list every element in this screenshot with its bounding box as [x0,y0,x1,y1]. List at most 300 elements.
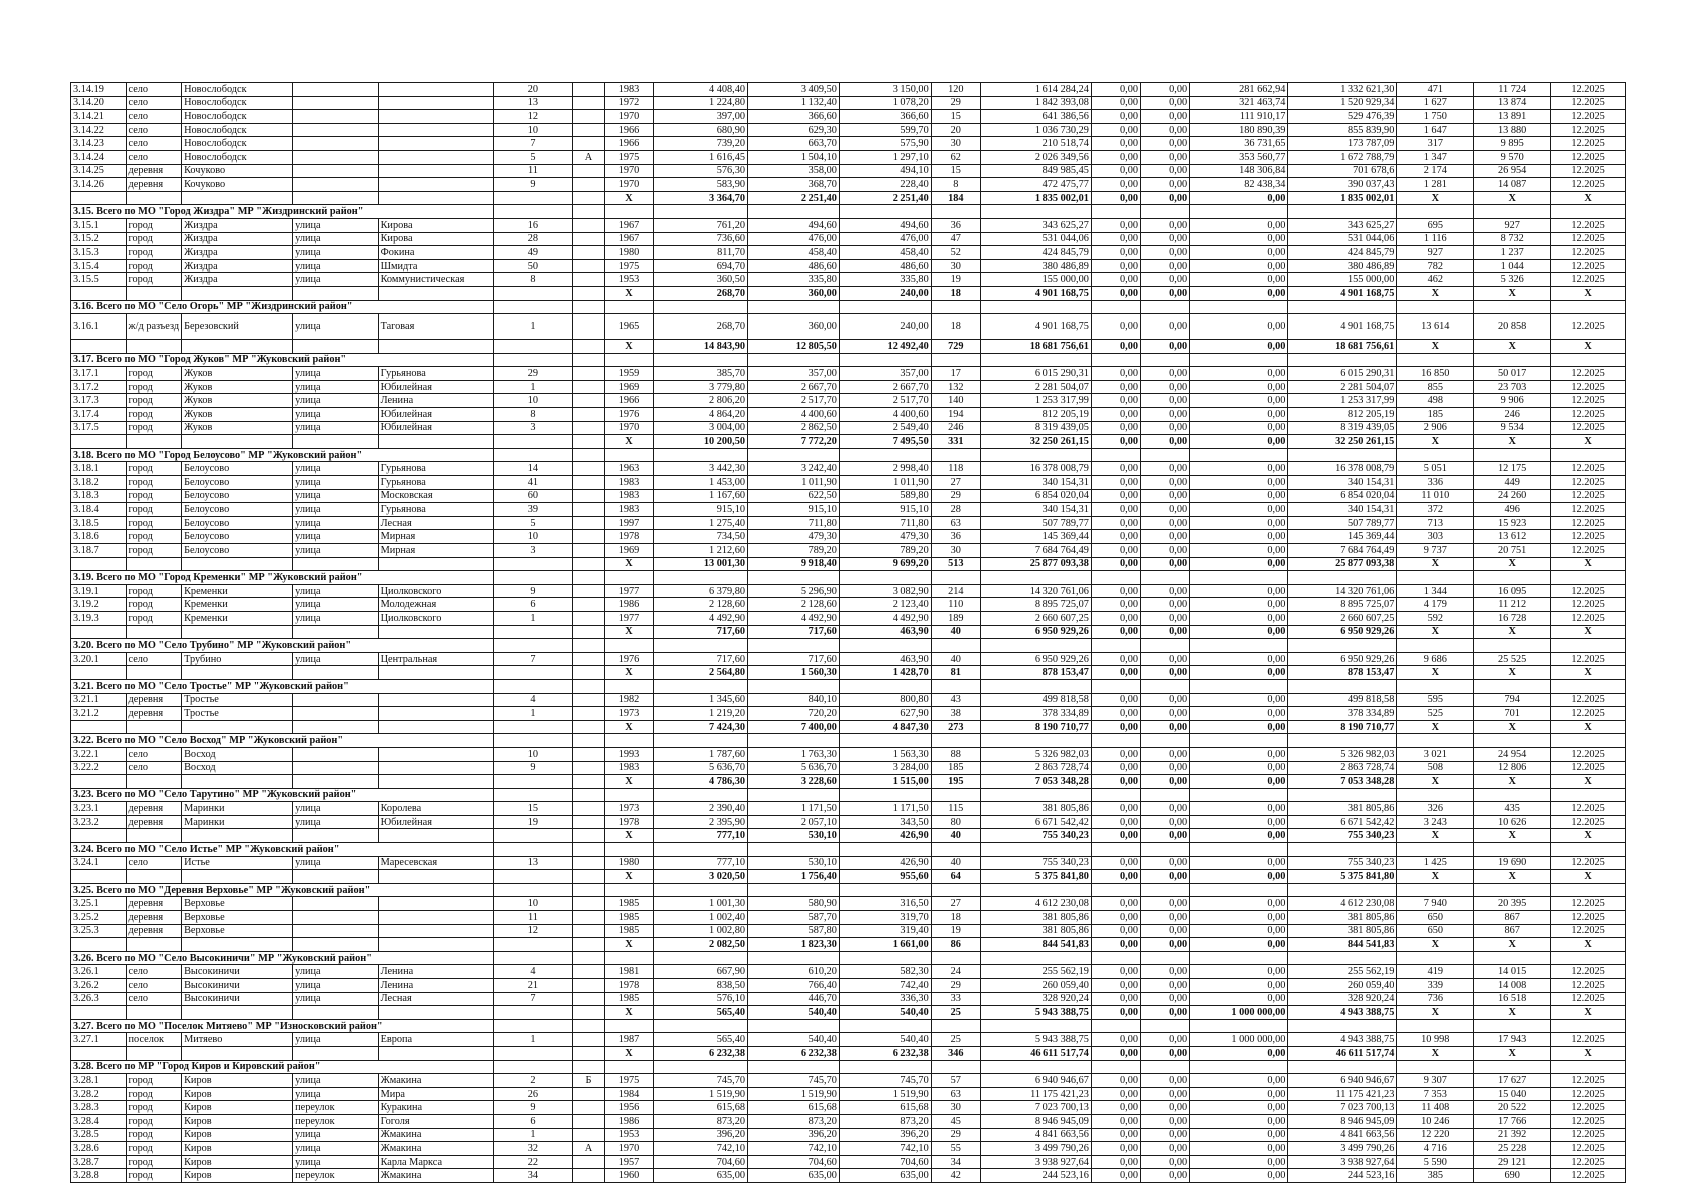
empty-cell [1141,1019,1190,1033]
table-cell: 1 [493,1033,572,1047]
table-cell: 25 877 093,38 [1288,557,1397,571]
table-cell: 0,00 [1091,992,1140,1006]
table-cell: 2 123,40 [839,598,931,612]
table-cell: 1 672 788,79 [1288,150,1397,164]
table-cell: 0,00 [1141,314,1190,340]
table-cell: 0,00 [1091,394,1140,408]
table-cell: 0,00 [1141,380,1190,394]
table-cell: 0,00 [1190,435,1288,449]
table-cell: Молодежная [378,598,493,612]
empty-cell [1288,448,1397,462]
table-cell [182,720,293,734]
table-cell: город [126,394,182,408]
table-cell: 742,10 [654,1142,748,1156]
section-title: 3.23. Всего по МО "Село Тарутино" МР "Жуковский район" [71,788,494,802]
table-cell: 12.2025 [1551,178,1626,192]
table-cell: 1993 [604,747,653,761]
table-cell: 0,00 [1141,123,1190,137]
empty-cell [493,843,572,857]
table-cell: 12.2025 [1551,530,1626,544]
table-cell: 17 943 [1474,1033,1551,1047]
table-cell: 1 116 [1397,232,1474,246]
empty-cell [839,300,931,314]
empty-cell [493,205,572,219]
table-cell [493,1006,572,1020]
empty-cell [1190,448,1288,462]
table-cell: город [126,1128,182,1142]
table-cell: 14 [493,462,572,476]
total-row [71,938,1626,952]
table-cell: 1 000 000,00 [1190,1006,1288,1020]
table-cell: Х [1474,286,1551,300]
table-cell: 1966 [604,394,653,408]
table-cell: 8 190 710,77 [980,720,1091,734]
table-cell: 0,00 [1190,516,1288,530]
table-cell [493,938,572,952]
table-cell: 12.2025 [1551,707,1626,721]
table-cell: Жмакина [378,1074,493,1088]
table-cell [572,611,604,625]
table-cell: 736,60 [654,232,748,246]
table-cell: 16 850 [1397,367,1474,381]
table-cell: 155 000,00 [980,273,1091,287]
table-cell: 6 950 929,26 [1288,625,1397,639]
table-cell: 244 523,16 [980,1169,1091,1183]
empty-cell [654,353,748,367]
table-cell [293,897,378,911]
section-header-row [71,734,1626,748]
table-cell: 0,00 [1141,96,1190,110]
table-cell: Новослободск [182,137,293,151]
table-cell [378,761,493,775]
table-cell [71,1046,127,1060]
table-cell [126,286,182,300]
table-cell: 381 805,86 [980,924,1091,938]
table-cell [182,340,293,354]
table-cell: 25 877 093,38 [980,557,1091,571]
table-cell: 0,00 [1190,911,1288,925]
table-cell: 615,68 [654,1101,748,1115]
table-cell: 214 [931,584,980,598]
table-cell: 6 950 929,26 [1288,652,1397,666]
table-cell: 340 154,31 [980,503,1091,517]
empty-cell [1190,788,1288,802]
table-cell: город [126,516,182,530]
table-cell: 366,60 [748,110,840,124]
table-cell: 1985 [604,924,653,938]
table-cell [126,775,182,789]
table-cell: 1 [493,314,572,340]
table-cell: Жиздра [182,246,293,260]
table-cell: 0,00 [1091,408,1140,422]
table-cell: 0,00 [1091,246,1140,260]
table-cell: 12.2025 [1551,761,1626,775]
table-cell: 12.2025 [1551,380,1626,394]
table-cell: Кременки [182,584,293,598]
table-cell: 12.2025 [1551,1155,1626,1169]
table-cell: 29 [931,1128,980,1142]
table-cell [378,557,493,571]
table-cell: 0,00 [1091,380,1140,394]
table-cell: 927 [1397,246,1474,260]
table-cell: Х [1397,1046,1474,1060]
table-cell: 0,00 [1141,598,1190,612]
table-cell: 343,50 [839,815,931,829]
empty-cell [839,448,931,462]
table-cell: 0,00 [1190,503,1288,517]
empty-cell [748,1019,840,1033]
table-cell: 1978 [604,979,653,993]
table-cell: 635,00 [839,1169,931,1183]
table-cell: 717,60 [654,625,748,639]
table-cell [572,557,604,571]
table-cell: 1 [493,380,572,394]
table-cell [572,83,604,97]
table-cell: 14 087 [1474,178,1551,192]
table-cell: 476,00 [748,232,840,246]
table-cell: Тростье [182,707,293,721]
table-cell: 1 171,50 [839,802,931,816]
table-cell [572,992,604,1006]
table-cell: 12.2025 [1551,123,1626,137]
table-cell [572,544,604,558]
table-cell [293,1046,378,1060]
table-cell: Х [604,870,653,884]
table-cell: 0,00 [1091,625,1140,639]
table-cell: 0,00 [1091,829,1140,843]
table-cell: 704,60 [748,1155,840,1169]
table-cell: Новослободск [182,150,293,164]
table-cell: 2 660 607,25 [1288,611,1397,625]
table-cell: 610,20 [748,965,840,979]
table-cell: 9 570 [1474,150,1551,164]
table-cell [293,191,378,205]
table-cell: 25 525 [1474,652,1551,666]
table-cell: 10 [493,530,572,544]
empty-cell [1091,300,1140,314]
table-cell [71,720,127,734]
empty-cell [1288,883,1397,897]
table-cell: 3.18.5 [71,516,127,530]
table-cell: 12.2025 [1551,1087,1626,1101]
table-cell: 0,00 [1190,802,1288,816]
table-cell [378,666,493,680]
table-cell: 540,40 [839,1006,931,1020]
table-cell: 3 938 927,64 [980,1155,1091,1169]
empty-cell [1141,205,1190,219]
empty-cell [1190,205,1288,219]
table-cell: 0,00 [1091,150,1140,164]
table-cell: 255 562,19 [1288,965,1397,979]
table-cell: 0,00 [1091,1087,1140,1101]
table-cell: 0,00 [1141,611,1190,625]
table-cell: 849 985,45 [980,164,1091,178]
table-cell: 704,60 [839,1155,931,1169]
table-cell: 381 805,86 [980,911,1091,925]
table-cell: 0,00 [1141,530,1190,544]
table-cell: 576,10 [654,992,748,1006]
table-cell: Юбилейная [378,815,493,829]
table-cell: 0,00 [1091,1114,1140,1128]
table-cell: Белоусово [182,476,293,490]
table-cell: 17 766 [1474,1114,1551,1128]
table-cell: 1983 [604,489,653,503]
table-cell: Кочуково [182,164,293,178]
section-header-row [71,448,1626,462]
table-cell: 12.2025 [1551,1128,1626,1142]
table-cell: 1 756,40 [748,870,840,884]
table-cell: 378 334,89 [1288,707,1397,721]
table-cell: 446,70 [748,992,840,1006]
table-cell [572,421,604,435]
table-cell: 12 492,40 [839,340,931,354]
table-cell: 0,00 [1141,232,1190,246]
table-cell: 1 167,60 [654,489,748,503]
table-row [71,1033,1626,1047]
table-cell: 0,00 [1091,476,1140,490]
table-cell: А [572,1142,604,1156]
empty-cell [1397,679,1474,693]
table-cell [572,314,604,340]
table-row [71,123,1626,137]
table-cell: 927 [1474,218,1551,232]
table-cell: 0,00 [1190,1101,1288,1115]
table-cell [293,911,378,925]
table-cell: улица [293,979,378,993]
table-cell: 531 044,06 [1288,232,1397,246]
table-cell: 1 750 [1397,110,1474,124]
table-cell: 12.2025 [1551,408,1626,422]
table-cell: 855 839,90 [1288,123,1397,137]
empty-cell [1141,734,1190,748]
table-cell: улица [293,394,378,408]
table-cell: село [126,652,182,666]
table-cell: деревня [126,924,182,938]
table-cell: Гурьянова [378,462,493,476]
section-title: 3.21. Всего по МО "Село Тростье" МР "Жуковский район" [71,679,494,693]
table-cell: 2 863 728,74 [1288,761,1397,775]
table-cell: 582,30 [839,965,931,979]
table-cell: Жуков [182,367,293,381]
table-cell: 1 [493,611,572,625]
empty-cell [980,300,1091,314]
table-cell: 6 232,38 [654,1046,748,1060]
table-cell: 1 425 [1397,856,1474,870]
table-cell: город [126,1101,182,1115]
table-cell: 3 082,90 [839,584,931,598]
table-cell [572,747,604,761]
table-cell: 742,10 [748,1142,840,1156]
empty-cell [1397,951,1474,965]
table-cell: 5 375 841,80 [980,870,1091,884]
table-cell: 1 011,90 [748,476,840,490]
table-cell: село [126,137,182,151]
table-cell: 29 [493,367,572,381]
table-cell [493,829,572,843]
table-cell: 1 002,40 [654,911,748,925]
table-cell [293,720,378,734]
table-cell: 12.2025 [1551,476,1626,490]
table-cell: 3.14.25 [71,164,127,178]
table-cell: 396,20 [839,1128,931,1142]
table-row [71,693,1626,707]
table-row [71,232,1626,246]
table-cell: Юбилейная [378,421,493,435]
table-cell: 6 [493,598,572,612]
empty-cell [1190,353,1288,367]
table-row [71,273,1626,287]
table-cell: 1973 [604,802,653,816]
table-cell: 3 [493,421,572,435]
table-cell: 1 842 393,08 [980,96,1091,110]
empty-cell [1397,734,1474,748]
table-cell: 1966 [604,137,653,151]
table-cell [572,693,604,707]
table-cell [572,246,604,260]
table-cell: 24 [931,965,980,979]
table-cell: город [126,1114,182,1128]
table-cell: 50 017 [1474,367,1551,381]
empty-cell [572,205,604,219]
table-cell [572,286,604,300]
empty-cell [1551,679,1626,693]
table-cell: Х [604,938,653,952]
total-row [71,870,1626,884]
table-cell: 331 [931,435,980,449]
table-cell: 0,00 [1141,191,1190,205]
table-cell: 0,00 [1141,503,1190,517]
table-row [71,314,1626,340]
table-cell: 1981 [604,965,653,979]
table-cell: 339 [1397,979,1474,993]
table-cell: 3 779,80 [654,380,748,394]
table-cell: 39 [493,503,572,517]
empty-cell [1474,448,1551,462]
table-cell: 13 [493,856,572,870]
table-cell: 5 [493,516,572,530]
table-cell: 0,00 [1091,666,1140,680]
table-cell: село [126,747,182,761]
table-cell: 701 [1474,707,1551,721]
table-cell: 4 841 663,56 [980,1128,1091,1142]
table-cell: 11 [493,911,572,925]
table-cell: 12.2025 [1551,273,1626,287]
table-cell: 0,00 [1141,544,1190,558]
table-cell [71,938,127,952]
table-cell: 0,00 [1141,1087,1190,1101]
table-cell [493,1046,572,1060]
table-cell: 12.2025 [1551,137,1626,151]
table-cell [378,150,493,164]
table-cell: 246 [1474,408,1551,422]
empty-cell [1190,1060,1288,1074]
table-row [71,965,1626,979]
section-title: 3.22. Всего по МО "Село Восход" МР "Жуковский район" [71,734,494,748]
table-cell: Тростье [182,693,293,707]
table-cell: 755 340,23 [980,856,1091,870]
table-cell: 111 910,17 [1190,110,1288,124]
table-cell: 381 805,86 [1288,911,1397,925]
table-cell: 1 344 [1397,584,1474,598]
table-cell [126,1006,182,1020]
table-cell [378,123,493,137]
table-cell: 1987 [604,1033,653,1047]
table-cell: город [126,1155,182,1169]
table-row [71,150,1626,164]
empty-cell [1141,353,1190,367]
table-cell: 46 611 517,74 [1288,1046,1397,1060]
empty-cell [1141,639,1190,653]
table-cell: 29 [931,489,980,503]
section-title: 3.27. Всего по МО "Поселок Митяево" МР "Износковский район" [71,1019,494,1033]
table-cell: 336,30 [839,992,931,1006]
table-cell: 3 442,30 [654,462,748,476]
table-cell: 812 205,19 [1288,408,1397,422]
table-cell: 0,00 [1141,178,1190,192]
table-cell: 12.2025 [1551,1074,1626,1088]
table-cell: 0,00 [1141,775,1190,789]
empty-cell [748,883,840,897]
table-cell [182,775,293,789]
table-cell: 9 [493,1101,572,1115]
table-cell: 1957 [604,1155,653,1169]
table-row [71,421,1626,435]
table-cell: 185 [931,761,980,775]
empty-cell [839,353,931,367]
table-cell [572,380,604,394]
table-cell: 4 841 663,56 [1288,1128,1397,1142]
table-cell: 12.2025 [1551,489,1626,503]
total-row [71,829,1626,843]
table-cell: 595 [1397,693,1474,707]
empty-cell [493,448,572,462]
table-cell [293,435,378,449]
table-cell: 12.2025 [1551,232,1626,246]
table-cell [572,815,604,829]
table-cell: 1 212,60 [654,544,748,558]
table-cell: 915,10 [839,503,931,517]
table-cell: 7 684 764,49 [980,544,1091,558]
table-cell: 0,00 [1091,96,1140,110]
empty-cell [1288,353,1397,367]
table-cell: 615,68 [839,1101,931,1115]
table-cell: 3.17.5 [71,421,127,435]
table-cell: 0,00 [1190,544,1288,558]
table-cell: улица [293,1074,378,1088]
table-cell: 0,00 [1141,1169,1190,1183]
empty-cell [1091,788,1140,802]
table-cell: Х [604,775,653,789]
table-cell: Кременки [182,598,293,612]
section-header-row [71,951,1626,965]
table-cell: 378 334,89 [980,707,1091,721]
empty-cell [1474,1019,1551,1033]
table-row [71,1155,1626,1169]
table-cell: 1 614 284,24 [980,83,1091,97]
empty-cell [748,951,840,965]
table-cell: 2 251,40 [839,191,931,205]
empty-cell [1288,843,1397,857]
empty-cell [654,788,748,802]
section-title: 3.19. Всего по МО "Город Кременки" МР "Жуковский район" [71,571,494,585]
empty-cell [839,734,931,748]
table-cell: 57 [931,1074,980,1088]
table-cell: 12.2025 [1551,747,1626,761]
table-cell: 424 845,79 [1288,246,1397,260]
table-cell: Гоголя [378,1114,493,1128]
table-cell: улица [293,856,378,870]
table-cell: 15 [931,110,980,124]
